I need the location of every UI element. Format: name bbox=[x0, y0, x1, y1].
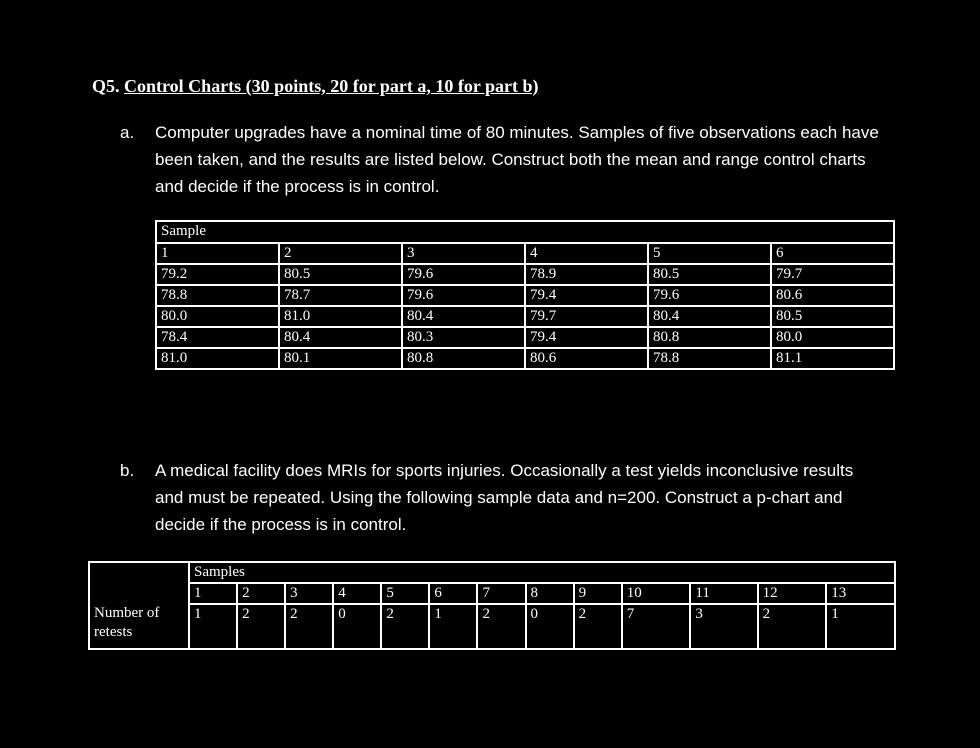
table-cell: 79.6 bbox=[402, 264, 525, 285]
table-cell: 0 bbox=[526, 604, 574, 649]
sample-number: 1 bbox=[156, 243, 279, 264]
table-cell: 81.0 bbox=[279, 306, 402, 327]
row-label: Number of retests bbox=[89, 604, 189, 649]
table-cell: 78.4 bbox=[156, 327, 279, 348]
sample-number: 9 bbox=[574, 583, 622, 604]
table-cell: 80.1 bbox=[279, 348, 402, 369]
sample-number: 2 bbox=[237, 583, 285, 604]
sample-number: 2 bbox=[279, 243, 402, 264]
table-cell: 80.5 bbox=[648, 264, 771, 285]
sample-number: 3 bbox=[402, 243, 525, 264]
table-a-header: Sample bbox=[156, 221, 894, 243]
sample-table-b bbox=[88, 561, 896, 650]
table-cell: 79.4 bbox=[525, 327, 648, 348]
table-row bbox=[156, 348, 894, 369]
table-cell: 2 bbox=[285, 604, 333, 649]
part-b-marker: b. bbox=[120, 461, 135, 480]
table-cell: 79.7 bbox=[525, 306, 648, 327]
table-cell: 79.6 bbox=[648, 285, 771, 306]
table-cell: 80.4 bbox=[402, 306, 525, 327]
table-cell: 78.8 bbox=[648, 348, 771, 369]
part-b-text: A medical facility does MRIs for sports injuries. Occasionally a test yields inconclusive results and must be repeated. Using the following sample data and n=200. Construct a p-chart and decide if the process is in control. bbox=[155, 461, 854, 534]
sample-number: 7 bbox=[477, 583, 525, 604]
table-row bbox=[89, 583, 895, 604]
table-cell: 80.4 bbox=[279, 327, 402, 348]
table-cell: 79.7 bbox=[771, 264, 894, 285]
sample-number: 4 bbox=[525, 243, 648, 264]
sample-number: 5 bbox=[381, 583, 429, 604]
sample-table-a bbox=[155, 220, 895, 370]
sample-number: 13 bbox=[826, 583, 895, 604]
table-cell: 78.9 bbox=[525, 264, 648, 285]
question-title bbox=[92, 76, 539, 97]
part-a-text: Computer upgrades have a nominal time of 80 minutes. Samples of five observations each have been taken, and the results are listed below. Construct both the mean and range control charts and decide if the process is in control. bbox=[155, 123, 879, 196]
table-cell: 1 bbox=[826, 604, 895, 649]
table-cell: 81.0 bbox=[156, 348, 279, 369]
table-cell: 79.6 bbox=[402, 285, 525, 306]
table-cell: 2 bbox=[381, 604, 429, 649]
table-cell: 80.3 bbox=[402, 327, 525, 348]
sample-number: 12 bbox=[758, 583, 827, 604]
sample-number: 6 bbox=[429, 583, 477, 604]
question-number: Q5. bbox=[92, 76, 125, 96]
table-cell: 80.6 bbox=[525, 348, 648, 369]
sample-number: 5 bbox=[648, 243, 771, 264]
table-cell: 81.1 bbox=[771, 348, 894, 369]
table-cell: 2 bbox=[237, 604, 285, 649]
table-cell: 1 bbox=[429, 604, 477, 649]
table-cell: 79.4 bbox=[525, 285, 648, 306]
table-row bbox=[156, 243, 894, 264]
table-cell: 80.4 bbox=[648, 306, 771, 327]
table-cell: 1 bbox=[189, 604, 237, 649]
table-cell: 80.0 bbox=[156, 306, 279, 327]
table-cell: 78.7 bbox=[279, 285, 402, 306]
table-row bbox=[156, 285, 894, 306]
sample-number: 10 bbox=[622, 583, 691, 604]
sample-number: 8 bbox=[526, 583, 574, 604]
table-cell: 7 bbox=[622, 604, 691, 649]
table-cell: 80.8 bbox=[648, 327, 771, 348]
table-row bbox=[156, 306, 894, 327]
table-cell: 80.0 bbox=[771, 327, 894, 348]
table-row bbox=[156, 264, 894, 285]
table-b-header: Samples bbox=[189, 562, 895, 583]
table-cell: 80.6 bbox=[771, 285, 894, 306]
table-cell: 80.5 bbox=[279, 264, 402, 285]
table-cell: 80.8 bbox=[402, 348, 525, 369]
table-cell: 79.2 bbox=[156, 264, 279, 285]
table-cell: 2 bbox=[477, 604, 525, 649]
table-row bbox=[156, 327, 894, 348]
table-row bbox=[89, 604, 895, 649]
sample-number: 3 bbox=[285, 583, 333, 604]
table-cell: 80.5 bbox=[771, 306, 894, 327]
table-cell: 2 bbox=[758, 604, 827, 649]
table-cell: 2 bbox=[574, 604, 622, 649]
sample-number: 4 bbox=[333, 583, 381, 604]
sample-number: 6 bbox=[771, 243, 894, 264]
table-cell: 3 bbox=[690, 604, 757, 649]
part-a-marker: a. bbox=[120, 123, 135, 142]
sample-number: 11 bbox=[690, 583, 757, 604]
sample-number: 1 bbox=[189, 583, 237, 604]
question-heading: Control Charts (30 points, 20 for part a, 10 for part b) bbox=[124, 76, 539, 96]
table-cell: 0 bbox=[333, 604, 381, 649]
table-cell: 78.8 bbox=[156, 285, 279, 306]
